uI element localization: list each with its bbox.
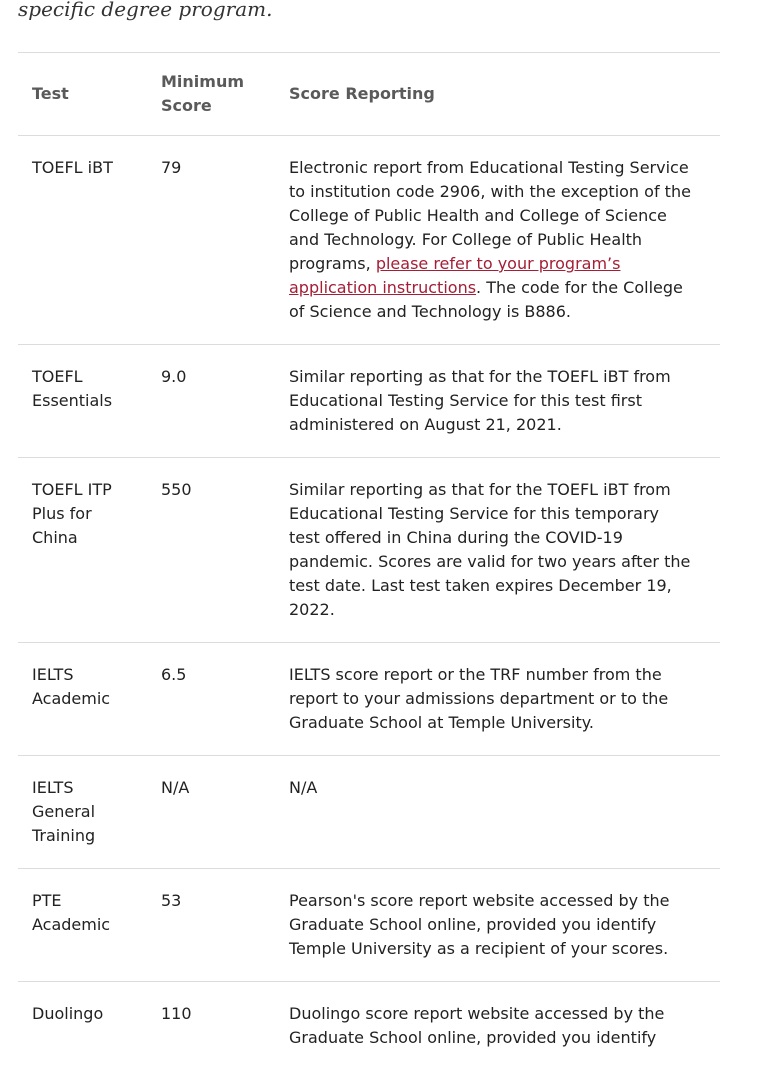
english-test-requirements-table [18,52,720,1087]
test-name-cell: TOEFL iBT [18,136,147,345]
table-row [18,458,720,643]
minimum-score-cell: 53 [147,869,275,982]
table-header-row [18,53,720,136]
header-score-reporting: Score Reporting [275,53,720,136]
table-row [18,345,720,458]
score-reporting-cell: Similar reporting as that for the TOEFL iBT from Educational Testing Service for this temporary test offered in China during the COVID-19 pandemic. Scores are valid for two years after the test date. Last test taken expires December 19, 2022. [275,458,720,643]
table-row [18,756,720,869]
score-reporting-cell [275,136,720,345]
english-test-table-container [18,52,720,1087]
test-name-cell: Duolingo [18,982,147,1087]
header-test: Test [18,53,147,136]
table-row [18,869,720,982]
minimum-score-cell: 9.0 [147,345,275,458]
test-name-cell: PTE Academic [18,869,147,982]
score-reporting-cell: N/A [275,756,720,869]
table-body [18,136,720,1087]
test-name-cell: TOEFL Essentials [18,345,147,458]
table-header [18,53,720,136]
intro-text: specific degree program. [18,0,272,24]
minimum-score-cell: 110 [147,982,275,1087]
test-name-cell: TOEFL ITP Plus for China [18,458,147,643]
program-application-instructions-link[interactable]: please refer to your program’s application instructions [289,254,620,297]
score-reporting-text: . The code for the College of Science and Technology is B886. [289,278,683,321]
table-row [18,136,720,345]
minimum-score-cell: N/A [147,756,275,869]
table-row [18,982,720,1087]
table-row [18,643,720,756]
test-name-cell: IELTS General Training [18,756,147,869]
test-name-cell: IELTS Academic [18,643,147,756]
score-reporting-text: Electronic report from Educational Testing Service to institution code 2906, with the exception of the College of Public Health and College of Science and Technology. For College of Public Health programs, [289,158,691,273]
score-reporting-cell: Similar reporting as that for the TOEFL iBT from Educational Testing Service for this test first administered on August 21, 2021. [275,345,720,458]
score-reporting-cell: Pearson's score report website accessed by the Graduate School online, provided you identify Temple University as a recipient of your scores. [275,869,720,982]
score-reporting-cell: IELTS score report or the TRF number from the report to your admissions department or to the Graduate School at Temple University. [275,643,720,756]
score-reporting-cell: Duolingo score report website accessed by the Graduate School online, provided you identify [275,982,720,1087]
minimum-score-cell: 6.5 [147,643,275,756]
minimum-score-cell: 550 [147,458,275,643]
minimum-score-cell: 79 [147,136,275,345]
header-minimum-score: Minimum Score [147,53,275,136]
